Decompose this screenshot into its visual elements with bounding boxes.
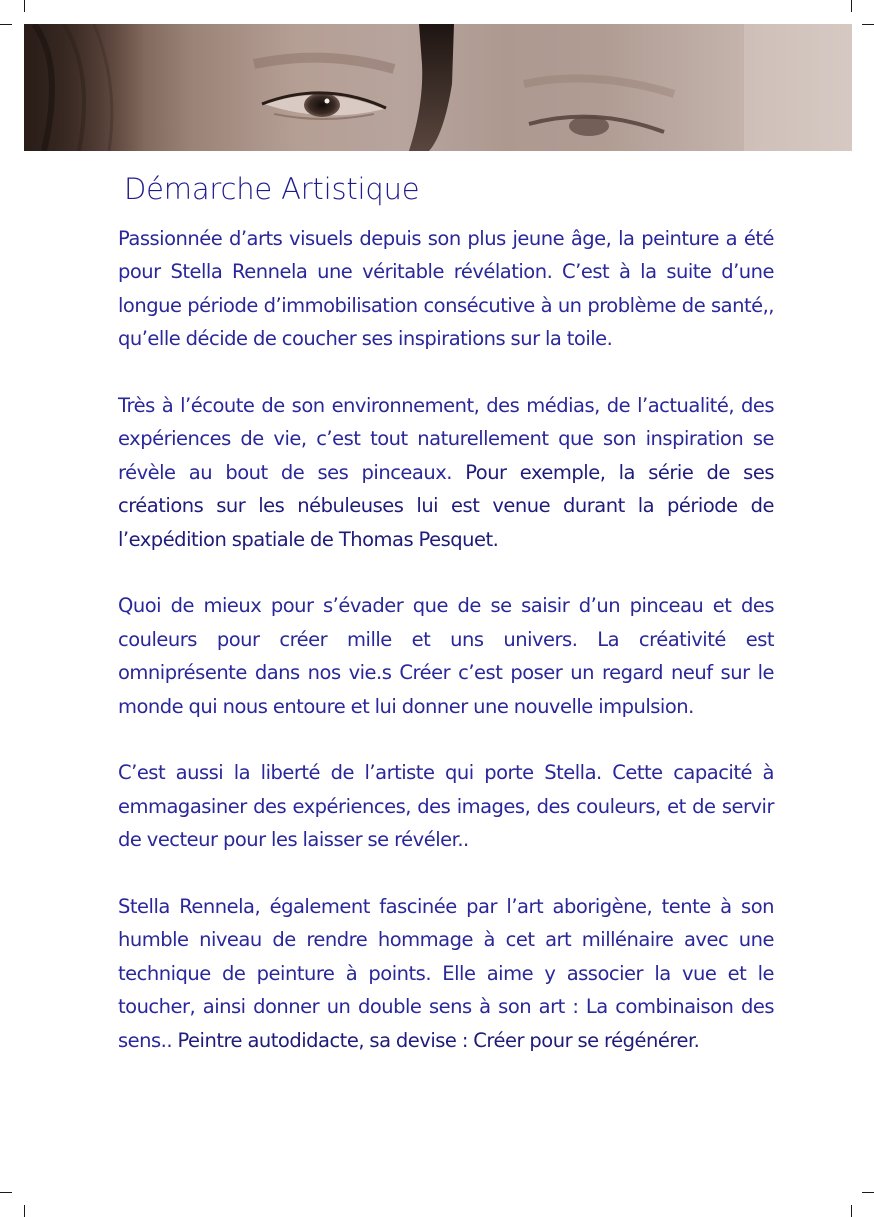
paragraph-emphasis: Pour exemple, la série de ses créations sur les nébuleuses lui est venue durant la période de l’expédition spatiale de Thomas Pesquet. bbox=[118, 460, 774, 551]
crop-mark bbox=[0, 24, 12, 25]
crop-mark bbox=[24, 0, 25, 12]
article-body bbox=[118, 222, 774, 1090]
crop-mark bbox=[862, 1192, 874, 1193]
paragraph bbox=[118, 890, 774, 1057]
paragraph-text: Stella Rennela, également fascinée par l’art aborigène, tente à son humble niveau de rendre hommage à cet art millénaire avec une technique de peinture à points. Elle aime y associer la vue et le toucher, ainsi donner un double sens à son art : La combinaison des sens.. bbox=[118, 895, 774, 1052]
crop-mark bbox=[24, 1205, 25, 1217]
portrait-eyes-image bbox=[24, 24, 852, 151]
paragraph-emphasis: Peintre autodidacte, sa devise : Créer pour se régénérer. bbox=[177, 1028, 700, 1052]
paragraph bbox=[118, 222, 774, 356]
paragraph bbox=[118, 389, 774, 556]
crop-mark bbox=[862, 24, 874, 25]
banner-photo bbox=[24, 24, 852, 151]
paragraph bbox=[118, 756, 774, 856]
page-title: Démarche Artistique bbox=[124, 172, 420, 206]
paragraph-text: Quoi de mieux pour s’évader que de se saisir d’un pinceau et des couleurs pour créer mille et uns univers. La créativité est omniprésente dans nos vie.s Créer c’est poser un regard neuf sur le monde qui nous entoure et lui donner une nouvelle impulsion. bbox=[118, 594, 774, 718]
paragraph bbox=[118, 589, 774, 723]
crop-mark bbox=[0, 1192, 12, 1193]
paragraph-text: Passionnée d’arts visuels depuis son plus jeune âge, la peinture a été pour Stella Rennela une véritable révélation. C’est à la suite d’une longue période d’immobilisation consécutive à un problème de santé,, qu’elle décide de coucher ses inspirations sur la toile. bbox=[118, 227, 774, 351]
crop-mark bbox=[851, 1205, 852, 1217]
paragraph-text: C’est aussi la liberté de l’artiste qui porte Stella. Cette capacité à emmagasiner des expériences, des images, des couleurs, et de servir de vecteur pour les laisser se révéler.. bbox=[118, 761, 774, 852]
paragraph-text: Très à l’écoute de son environnement, des médias, de l’actualité, des expériences de vie, c’est tout naturellement que son inspiration se révèle au bout de ses pinceaux. bbox=[118, 394, 774, 484]
crop-mark bbox=[851, 0, 852, 12]
